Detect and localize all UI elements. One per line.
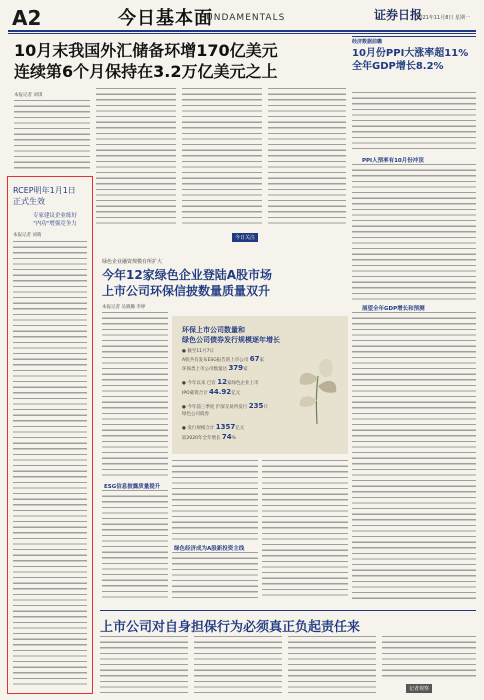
bottom-rule — [100, 610, 476, 611]
rcep-subtitle-line1: 专家建议企业练好 — [32, 213, 77, 219]
lead-body-col3 — [182, 88, 262, 228]
newspaper-logo: 证券日报 — [373, 8, 422, 22]
lead-headline — [14, 40, 344, 82]
lead-headline-line1: 10月末我国外汇储备环增170亿美元 — [14, 41, 278, 60]
sidebar-headline-line1: 10月份PPI大涨率超11% — [352, 48, 469, 59]
sidebar-headline — [352, 47, 476, 73]
bottom-body-col4 — [382, 636, 476, 680]
sidebar-body1 — [352, 92, 476, 152]
rcep-subtitle — [20, 212, 90, 228]
sidebar-rule-top — [352, 36, 476, 37]
infographic-item: ● 发行规模合计 1357亿元 — [182, 423, 245, 431]
rcep-title — [13, 185, 76, 207]
sidebar-body2 — [352, 164, 476, 300]
leaf-illustration-icon — [292, 356, 342, 426]
rcep-body — [13, 241, 87, 687]
infographic-item: 环保类上市公司数量达 379家 — [182, 364, 248, 372]
infographic-item: A股共有发布ESG报告的上市公司 67家 — [182, 355, 264, 363]
rcep-subtitle-line2: "内功"增强竞争力 — [33, 221, 77, 227]
infographic-box — [172, 316, 348, 454]
rcep-byline: 本报记者 刘萌 — [13, 233, 42, 238]
rcep-article-box — [7, 176, 93, 694]
infographic-item: ● 截至11月7日 — [182, 349, 214, 354]
header-rule — [8, 30, 476, 32]
header-rule-thin — [8, 33, 476, 34]
feature-headline-line1: 今年12家绿色企业登陆A股市场 — [102, 268, 272, 282]
feature-body-col2a — [172, 460, 258, 540]
section-title: 今日基本面 — [118, 8, 213, 29]
feature-subhead1: ESG信息披露质量提升 — [104, 484, 161, 490]
lead-body-col2 — [96, 88, 176, 228]
feature-headline-line2: 上市公司环保信披数量质量双升 — [102, 284, 271, 298]
sidebar-subhead: PPI人预率有10月份冲顶 — [362, 158, 424, 164]
infographic-item: ● 今年前三季度 沪深交易所发行 235只 — [182, 402, 268, 410]
feature-body-col1b — [102, 490, 168, 600]
infographic-title-line1: 环保上市公司数量和 — [182, 326, 245, 334]
infographic-item: ● 今年以来 已有 12家绿色企业上市 — [182, 378, 259, 386]
feature-subhead2: 绿色经济成为A股新投资主线 — [174, 546, 245, 552]
feature-tag: 绿色企业融资规模有所扩大 — [102, 259, 163, 265]
infographic-item: 较2020年全年增长 74% — [182, 433, 236, 441]
feature-body-col1 — [102, 312, 168, 478]
sidebar-label: 经济数据前瞻 — [352, 39, 383, 45]
feature-byline: 本报记者 吴晓璐 李婷 — [102, 305, 146, 310]
feature-body-col3 — [262, 460, 348, 600]
sidebar-headline-line2: 全年GDP增长8.2% — [352, 61, 444, 72]
bottom-body-col2 — [194, 636, 282, 694]
rcep-title-line1: RCEP明年1月1日 — [13, 186, 76, 195]
feature-label: 今日关注 — [232, 233, 258, 242]
infographic-title — [182, 326, 302, 345]
sidebar-subhead2: 展望全年GDP增长和预测 — [362, 306, 425, 312]
masthead — [8, 4, 476, 30]
infographic-item: IPO募资合计 44.92亿元 — [182, 388, 241, 396]
column-tag: 记者观察 — [406, 684, 432, 693]
bottom-body-col3 — [288, 636, 376, 694]
bottom-headline: 上市公司对自身担保行为必须真正负起责任来 — [100, 620, 361, 635]
issue-date: 2021年11月8日 星期一 — [416, 15, 470, 21]
rcep-title-line2: 正式生效 — [13, 197, 45, 206]
lead-body-col4 — [268, 88, 346, 228]
sidebar-body3 — [352, 312, 476, 602]
lead-byline: 本报记者 刘琪 — [14, 93, 43, 98]
page-number: A2 — [12, 6, 42, 30]
feature-headline — [102, 267, 352, 299]
infographic-title-line2: 绿色公司债券发行规模逐年增长 — [182, 335, 280, 344]
section-title-en: FUNDAMENTALS — [200, 13, 286, 23]
feature-body-col2b — [172, 552, 258, 600]
bottom-body-col1 — [100, 636, 188, 694]
infographic-item: 绿色公司债券 — [182, 412, 209, 417]
lead-body-col1 — [14, 100, 90, 172]
lead-headline-line2: 连续第6个月保持在3.2万亿美元之上 — [14, 62, 278, 81]
